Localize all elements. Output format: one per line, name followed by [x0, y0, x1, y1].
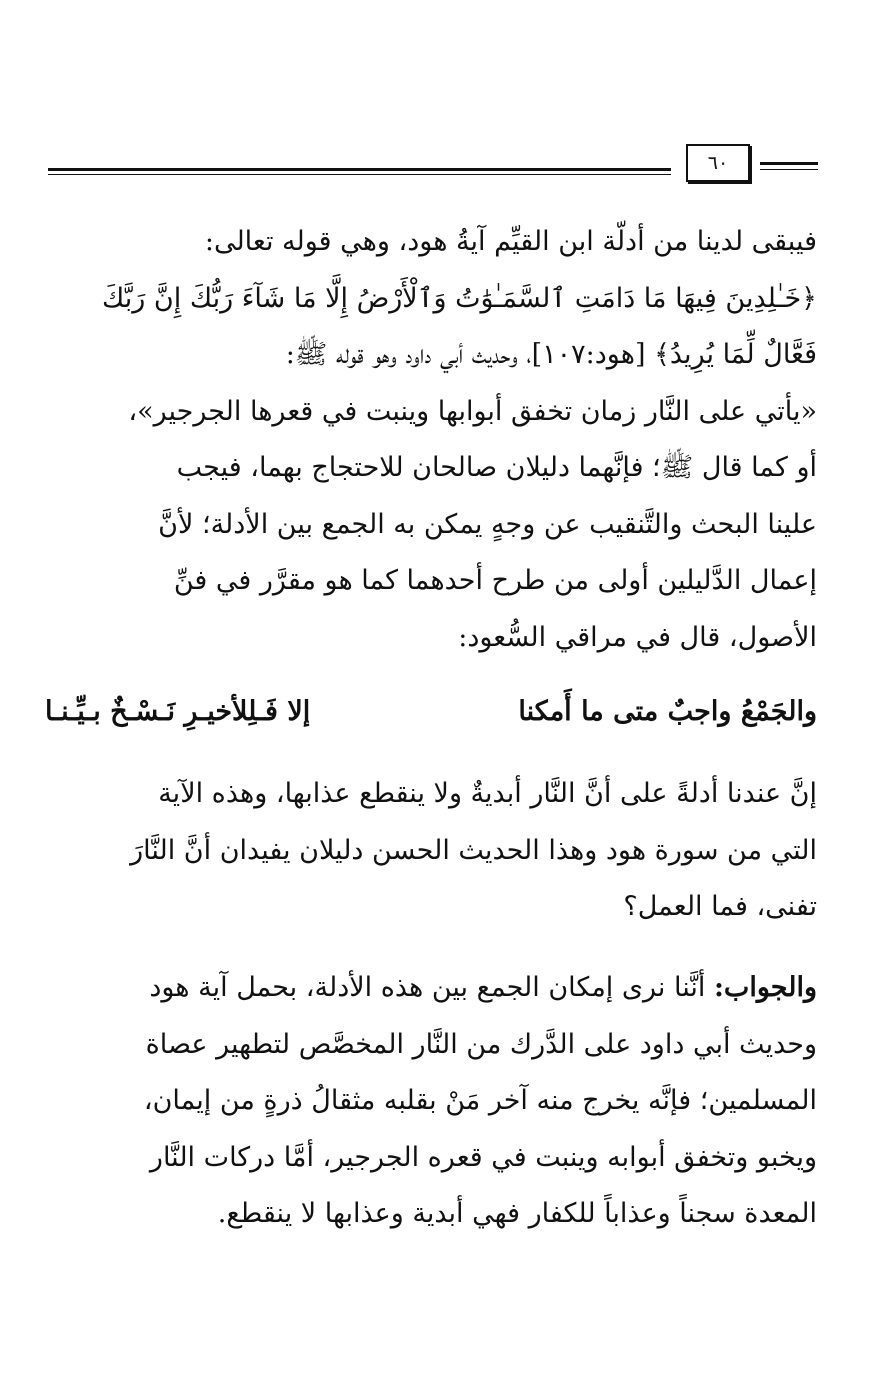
text-line: تفنى، فما العمل؟ — [623, 891, 817, 922]
answer-first-line — [45, 960, 817, 1017]
text-line: علينا البحث والتَّنقيب عن وجهٍ يمكن به الجمع بين الأدلة؛ لأنَّ — [158, 508, 817, 540]
verse-first-hemistich: والجَمْعُ واجبٌ متى ما أَمكنا — [518, 696, 817, 727]
poetry-verse — [45, 682, 817, 742]
text-line: أو كما قال ﷺ؛ فإنَّهما دليلان صالحان للاحتجاج بهما، فيجب — [176, 452, 817, 483]
paragraph-2 — [45, 766, 817, 936]
text-line: إعمال الدَّليلين أولى من طرح أحدهما كما هو مقرَّر في فنِّ — [173, 565, 817, 596]
paragraph-3 — [45, 960, 817, 1243]
answer-label: والجواب: — [713, 972, 817, 1003]
text-line: الأصول، قال في مراقي السُّعود: — [458, 621, 817, 653]
verse-second-hemistich: إلا فَـلِلأخيـرِ نَـسْـخٌ بـيِّـنـا — [45, 696, 311, 727]
text-line: التي من سورة هود وهذا الحديث الحسن دليلان يفيدان أنَّ النَّارَ — [130, 834, 817, 866]
text-line: المعدة سجناً وعذاباً للكفار فهي أبدية وعذابها لا ينقطع. — [217, 1198, 817, 1229]
header-rule-short — [760, 162, 818, 170]
answer-first-line-text: أنَّنا نرى إمكان الجمع بين هذه الأدلة، بحمل آية هود — [149, 972, 714, 1003]
page-header — [48, 138, 818, 188]
paragraph-1 — [45, 214, 817, 666]
text-line: وحديث أبي داود على الدَّرك من النَّار المخصَّص لتطهير عصاة — [145, 1028, 817, 1060]
text-line: المسلمين؛ فإنَّه يخرج منه آخر مَنْ بقلبه مثقالُ ذرةٍ من إيمان، — [143, 1085, 817, 1116]
page-number: ٦٠ — [686, 144, 750, 182]
text-line: إنَّ عندنا أدلةً على أنَّ النَّار أبديةٌ ولا ينقطع عذابها، وهذه الآية — [158, 778, 817, 809]
header-rule-long — [48, 168, 671, 175]
text-line: فَعَّالٌ لِّمَا يُرِيدُ﴾ [هود:١٠٧]، وحديث أبي داود وهو قوله ﷺ: — [285, 339, 817, 370]
quran-verse-line: ﴿خَـٰلِدِينَ فِيهَا مَا دَامَتِ ٱلسَّمَـٰوَٰتُ وَٱلْأَرْضُ إِلَّا مَا شَآءَ رَبُّكَ إِنَّ رَبَّكَ — [102, 282, 817, 314]
text-line: ويخبو وتخفق أبوابه وينبت في قعره الجرجير، أمَّا دركات النَّار — [149, 1141, 817, 1173]
text-line: فيبقى لدينا من أدلّة ابن القيِّم آيةُ هود، وهي قوله تعالى: — [204, 226, 817, 257]
hadith-line: «يأتي على النَّار زمان تخفق أبوابها وينبت في قعرها الجرجير»، — [128, 395, 817, 427]
